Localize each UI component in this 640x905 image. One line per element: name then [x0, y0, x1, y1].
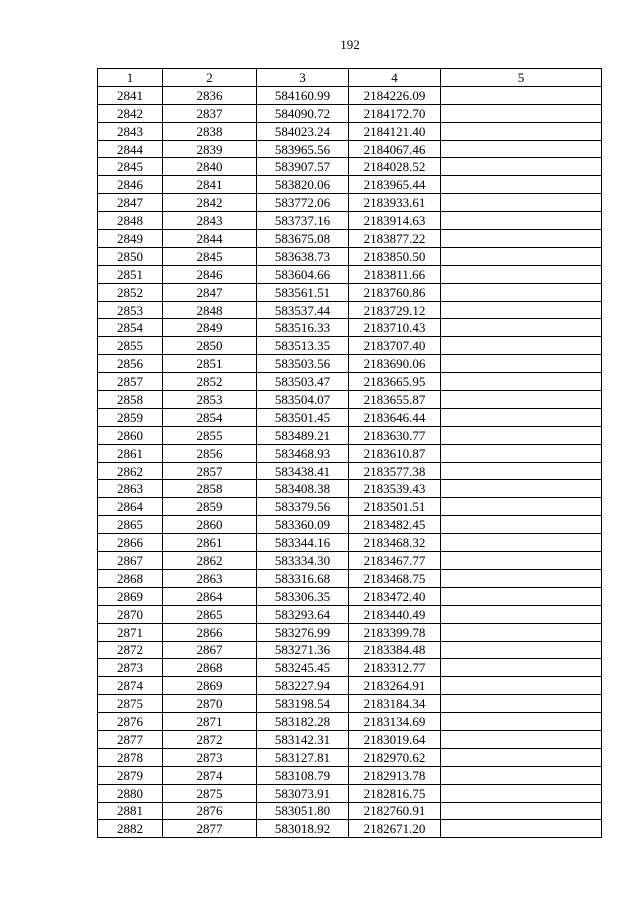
- table-cell-col-5: [441, 623, 602, 641]
- table-cell-col-5: [441, 569, 602, 587]
- table-row: [98, 283, 602, 301]
- table-cell-col-3: 583638.73: [257, 247, 349, 265]
- table-cell-col-1: 2841: [98, 86, 163, 104]
- table-cell-col-5: [441, 784, 602, 802]
- table-cell-col-1: 2872: [98, 641, 163, 659]
- table-cell-col-2: 2869: [163, 677, 257, 695]
- table-row: [98, 569, 602, 587]
- table-cell-col-3: 583513.35: [257, 337, 349, 355]
- table-cell-col-1: 2861: [98, 444, 163, 462]
- table-cell-col-5: [441, 158, 602, 176]
- table-row: [98, 695, 602, 713]
- table-cell-col-2: 2857: [163, 462, 257, 480]
- table-cell-col-4: 2182671.20: [349, 820, 441, 838]
- table-cell-col-3: 583503.56: [257, 355, 349, 373]
- table-row: [98, 391, 602, 409]
- table-cell-col-2: 2866: [163, 623, 257, 641]
- table-cell-col-4: 2182913.78: [349, 766, 441, 784]
- table-cell-col-4: 2183707.40: [349, 337, 441, 355]
- table-cell-col-3: 583438.41: [257, 462, 349, 480]
- table-cell-col-4: 2183472.40: [349, 587, 441, 605]
- table-cell-col-5: [441, 605, 602, 623]
- table-cell-col-1: 2875: [98, 695, 163, 713]
- table-cell-col-4: 2183630.77: [349, 426, 441, 444]
- table-cell-col-2: 2864: [163, 587, 257, 605]
- table-cell-col-5: [441, 426, 602, 444]
- table-cell-col-2: 2836: [163, 86, 257, 104]
- table-cell-col-1: 2879: [98, 766, 163, 784]
- table-cell-col-3: 583965.56: [257, 140, 349, 158]
- table-cell-col-1: 2870: [98, 605, 163, 623]
- table-row: [98, 587, 602, 605]
- table-cell-col-4: 2183646.44: [349, 408, 441, 426]
- table-cell-col-1: 2847: [98, 194, 163, 212]
- table-cell-col-5: [441, 480, 602, 498]
- table-cell-col-4: 2183440.49: [349, 605, 441, 623]
- table-cell-col-3: 583198.54: [257, 695, 349, 713]
- table-cell-col-4: 2183655.87: [349, 391, 441, 409]
- table-cell-col-5: [441, 534, 602, 552]
- table-cell-col-3: 583018.92: [257, 820, 349, 838]
- table-cell-col-3: 583073.91: [257, 784, 349, 802]
- table-cell-col-2: 2840: [163, 158, 257, 176]
- table-cell-col-4: 2183811.66: [349, 265, 441, 283]
- table-row: [98, 373, 602, 391]
- table-cell-col-4: 2183468.32: [349, 534, 441, 552]
- table-cell-col-4: 2183539.43: [349, 480, 441, 498]
- table-cell-col-3: 583316.68: [257, 569, 349, 587]
- table-row: [98, 230, 602, 248]
- table-cell-col-3: 583501.45: [257, 408, 349, 426]
- table-cell-col-3: 583108.79: [257, 766, 349, 784]
- table-cell-col-3: 583142.31: [257, 730, 349, 748]
- table-cell-col-2: 2854: [163, 408, 257, 426]
- table-row: [98, 408, 602, 426]
- table-cell-col-2: 2872: [163, 730, 257, 748]
- table-cell-col-2: 2863: [163, 569, 257, 587]
- table-row: [98, 301, 602, 319]
- table-cell-col-2: 2858: [163, 480, 257, 498]
- table-cell-col-4: 2183312.77: [349, 659, 441, 677]
- table-row: [98, 552, 602, 570]
- coordinates-table: [97, 68, 602, 838]
- table-cell-col-1: 2860: [98, 426, 163, 444]
- table-cell-col-2: 2848: [163, 301, 257, 319]
- table-cell-col-5: [441, 677, 602, 695]
- table-cell-col-5: [441, 283, 602, 301]
- table-cell-col-4: 2183914.63: [349, 212, 441, 230]
- table-cell-col-4: 2183264.91: [349, 677, 441, 695]
- table-cell-col-3: 583293.64: [257, 605, 349, 623]
- table-cell-col-3: 583737.16: [257, 212, 349, 230]
- table-cell-col-5: [441, 462, 602, 480]
- table-cell-col-5: [441, 695, 602, 713]
- table-cell-col-2: 2867: [163, 641, 257, 659]
- table-cell-col-5: [441, 408, 602, 426]
- table-cell-col-1: 2850: [98, 247, 163, 265]
- table-cell-col-1: 2846: [98, 176, 163, 194]
- table-cell-col-1: 2842: [98, 104, 163, 122]
- table-row: [98, 194, 602, 212]
- table-cell-col-4: 2183690.06: [349, 355, 441, 373]
- table-cell-col-2: 2845: [163, 247, 257, 265]
- table-row: [98, 176, 602, 194]
- table-cell-col-1: 2849: [98, 230, 163, 248]
- table-cell-col-2: 2876: [163, 802, 257, 820]
- table-cell-col-4: 2184172.70: [349, 104, 441, 122]
- table-cell-col-4: 2183467.77: [349, 552, 441, 570]
- table-cell-col-5: [441, 373, 602, 391]
- table-cell-col-2: 2846: [163, 265, 257, 283]
- table-cell-col-2: 2838: [163, 122, 257, 140]
- table-cell-col-1: 2843: [98, 122, 163, 140]
- table-cell-col-4: 2184121.40: [349, 122, 441, 140]
- table-cell-col-1: 2851: [98, 265, 163, 283]
- table-cell-col-1: 2876: [98, 713, 163, 731]
- table-row: [98, 319, 602, 337]
- table-cell-col-3: 583537.44: [257, 301, 349, 319]
- table-cell-col-1: 2865: [98, 516, 163, 534]
- table-cell-col-3: 583503.47: [257, 373, 349, 391]
- table-cell-col-4: 2183610.87: [349, 444, 441, 462]
- table-cell-col-1: 2862: [98, 462, 163, 480]
- table-row: [98, 802, 602, 820]
- table-cell-col-2: 2865: [163, 605, 257, 623]
- table-cell-col-1: 2855: [98, 337, 163, 355]
- table-cell-col-4: 2184226.09: [349, 86, 441, 104]
- table-cell-col-3: 583245.45: [257, 659, 349, 677]
- table-cell-col-3: 583675.08: [257, 230, 349, 248]
- table-cell-col-5: [441, 230, 602, 248]
- table-cell-col-2: 2859: [163, 498, 257, 516]
- table-cell-col-1: 2863: [98, 480, 163, 498]
- table-cell-col-3: 583182.28: [257, 713, 349, 731]
- table-row: [98, 480, 602, 498]
- table-cell-col-4: 2182760.91: [349, 802, 441, 820]
- table-cell-col-3: 584090.72: [257, 104, 349, 122]
- table-cell-col-4: 2183577.38: [349, 462, 441, 480]
- table-body: [98, 86, 602, 837]
- table-cell-col-5: [441, 301, 602, 319]
- table-cell-col-4: 2183019.64: [349, 730, 441, 748]
- table-cell-col-2: 2870: [163, 695, 257, 713]
- table-cell-col-4: 2183482.45: [349, 516, 441, 534]
- table-cell-col-3: 583516.33: [257, 319, 349, 337]
- table-cell-col-5: [441, 820, 602, 838]
- column-header-5: 5: [441, 69, 602, 87]
- table-cell-col-5: [441, 713, 602, 731]
- table-cell-col-3: 583468.93: [257, 444, 349, 462]
- table-cell-col-1: 2844: [98, 140, 163, 158]
- table-cell-col-5: [441, 391, 602, 409]
- table-cell-col-1: 2857: [98, 373, 163, 391]
- page-number: 192: [340, 37, 360, 52]
- table-row: [98, 748, 602, 766]
- table-cell-col-5: [441, 587, 602, 605]
- table-cell-col-5: [441, 444, 602, 462]
- table-cell-col-4: 2183665.95: [349, 373, 441, 391]
- table-cell-col-2: 2861: [163, 534, 257, 552]
- table-cell-col-3: 583561.51: [257, 283, 349, 301]
- table-cell-col-2: 2841: [163, 176, 257, 194]
- table-cell-col-3: 583489.21: [257, 426, 349, 444]
- table-cell-col-3: 583276.99: [257, 623, 349, 641]
- table-cell-col-5: [441, 176, 602, 194]
- table-cell-col-1: 2867: [98, 552, 163, 570]
- table-cell-col-3: 583051.80: [257, 802, 349, 820]
- table-row: [98, 247, 602, 265]
- table-cell-col-3: 583360.09: [257, 516, 349, 534]
- table-cell-col-2: 2850: [163, 337, 257, 355]
- table-row: [98, 677, 602, 695]
- table-row: [98, 820, 602, 838]
- table-cell-col-3: 583408.38: [257, 480, 349, 498]
- table-row: [98, 265, 602, 283]
- table-row: [98, 605, 602, 623]
- table-cell-col-1: 2881: [98, 802, 163, 820]
- table-cell-col-5: [441, 730, 602, 748]
- table-cell-col-4: 2183729.12: [349, 301, 441, 319]
- table-cell-col-5: [441, 498, 602, 516]
- table-cell-col-1: 2864: [98, 498, 163, 516]
- table-cell-col-2: 2860: [163, 516, 257, 534]
- table-cell-col-3: 583820.06: [257, 176, 349, 194]
- table-cell-col-4: 2183760.86: [349, 283, 441, 301]
- table-cell-col-2: 2851: [163, 355, 257, 373]
- table-cell-col-1: 2856: [98, 355, 163, 373]
- table-cell-col-1: 2873: [98, 659, 163, 677]
- table-cell-col-2: 2877: [163, 820, 257, 838]
- table-cell-col-4: 2184067.46: [349, 140, 441, 158]
- table-cell-col-2: 2874: [163, 766, 257, 784]
- table-cell-col-5: [441, 319, 602, 337]
- column-header-1: 1: [98, 69, 163, 87]
- table-cell-col-1: 2878: [98, 748, 163, 766]
- table-row: [98, 534, 602, 552]
- table-cell-col-1: 2869: [98, 587, 163, 605]
- table-cell-col-5: [441, 122, 602, 140]
- table-row: [98, 659, 602, 677]
- table-cell-col-1: 2858: [98, 391, 163, 409]
- table-cell-col-3: 583907.57: [257, 158, 349, 176]
- table-cell-col-5: [441, 265, 602, 283]
- table-row: [98, 713, 602, 731]
- table-cell-col-2: 2843: [163, 212, 257, 230]
- table-row: [98, 426, 602, 444]
- table-row: [98, 337, 602, 355]
- table-row: [98, 641, 602, 659]
- table-cell-col-2: 2853: [163, 391, 257, 409]
- table-cell-col-4: 2183468.75: [349, 569, 441, 587]
- table-cell-col-1: 2874: [98, 677, 163, 695]
- table-cell-col-3: 583504.07: [257, 391, 349, 409]
- table-cell-col-3: 583306.35: [257, 587, 349, 605]
- table-row: [98, 766, 602, 784]
- table-cell-col-1: 2880: [98, 784, 163, 802]
- table-cell-col-4: 2182816.75: [349, 784, 441, 802]
- table-cell-col-3: 583271.36: [257, 641, 349, 659]
- table-row: [98, 122, 602, 140]
- table-cell-col-4: 2183399.78: [349, 623, 441, 641]
- table-cell-col-4: 2183501.51: [349, 498, 441, 516]
- column-header-4: 4: [349, 69, 441, 87]
- table-cell-col-3: 583227.94: [257, 677, 349, 695]
- table-cell-col-4: 2183710.43: [349, 319, 441, 337]
- table-cell-col-3: 583604.66: [257, 265, 349, 283]
- table-cell-col-3: 583127.81: [257, 748, 349, 766]
- table-cell-col-1: 2882: [98, 820, 163, 838]
- table-row: [98, 444, 602, 462]
- table-cell-col-5: [441, 337, 602, 355]
- table-cell-col-5: [441, 355, 602, 373]
- table-cell-col-5: [441, 641, 602, 659]
- column-header-2: 2: [163, 69, 257, 87]
- table-cell-col-2: 2875: [163, 784, 257, 802]
- table-cell-col-1: 2848: [98, 212, 163, 230]
- table-cell-col-2: 2844: [163, 230, 257, 248]
- table-cell-col-5: [441, 247, 602, 265]
- table-cell-col-2: 2849: [163, 319, 257, 337]
- table-cell-col-5: [441, 552, 602, 570]
- table-cell-col-2: 2855: [163, 426, 257, 444]
- table-row: [98, 498, 602, 516]
- column-header-3: 3: [257, 69, 349, 87]
- table-cell-col-4: 2183134.69: [349, 713, 441, 731]
- table-cell-col-1: 2852: [98, 283, 163, 301]
- table-cell-col-5: [441, 516, 602, 534]
- table-cell-col-3: 583379.56: [257, 498, 349, 516]
- table-cell-col-3: 584160.99: [257, 86, 349, 104]
- table-cell-col-4: 2183877.22: [349, 230, 441, 248]
- table-row: [98, 86, 602, 104]
- table-cell-col-5: [441, 748, 602, 766]
- table-row: [98, 516, 602, 534]
- table-cell-col-5: [441, 212, 602, 230]
- table-cell-col-1: 2877: [98, 730, 163, 748]
- table-cell-col-1: 2859: [98, 408, 163, 426]
- table-row: [98, 784, 602, 802]
- table-cell-col-4: 2183850.50: [349, 247, 441, 265]
- table-row: [98, 355, 602, 373]
- table-row: [98, 462, 602, 480]
- table-cell-col-4: 2184028.52: [349, 158, 441, 176]
- table-cell-col-3: 583344.16: [257, 534, 349, 552]
- table-cell-col-5: [441, 104, 602, 122]
- table-cell-col-4: 2183384.48: [349, 641, 441, 659]
- table-cell-col-2: 2852: [163, 373, 257, 391]
- table-cell-col-2: 2871: [163, 713, 257, 731]
- table-cell-col-3: 583334.30: [257, 552, 349, 570]
- table-row: [98, 212, 602, 230]
- table-cell-col-2: 2856: [163, 444, 257, 462]
- table-row: [98, 140, 602, 158]
- table-cell-col-5: [441, 766, 602, 784]
- table-row: [98, 158, 602, 176]
- table-cell-col-5: [441, 802, 602, 820]
- table-cell-col-1: 2868: [98, 569, 163, 587]
- table-cell-col-2: 2837: [163, 104, 257, 122]
- table-cell-col-1: 2866: [98, 534, 163, 552]
- table-row: [98, 623, 602, 641]
- table-header-row: [98, 69, 602, 87]
- table-cell-col-4: 2183184.34: [349, 695, 441, 713]
- table-cell-col-4: 2182970.62: [349, 748, 441, 766]
- table-cell-col-5: [441, 194, 602, 212]
- table-cell-col-1: 2853: [98, 301, 163, 319]
- table-cell-col-5: [441, 86, 602, 104]
- table-cell-col-2: 2868: [163, 659, 257, 677]
- table-cell-col-5: [441, 659, 602, 677]
- table-cell-col-4: 2183965.44: [349, 176, 441, 194]
- table-cell-col-3: 583772.06: [257, 194, 349, 212]
- table-cell-col-2: 2862: [163, 552, 257, 570]
- table-row: [98, 730, 602, 748]
- table-cell-col-4: 2183933.61: [349, 194, 441, 212]
- table-cell-col-2: 2842: [163, 194, 257, 212]
- table-row: [98, 104, 602, 122]
- table-cell-col-3: 584023.24: [257, 122, 349, 140]
- table-cell-col-1: 2871: [98, 623, 163, 641]
- table-cell-col-5: [441, 140, 602, 158]
- table-cell-col-1: 2854: [98, 319, 163, 337]
- table-cell-col-2: 2847: [163, 283, 257, 301]
- table-cell-col-1: 2845: [98, 158, 163, 176]
- table-cell-col-2: 2839: [163, 140, 257, 158]
- table-cell-col-2: 2873: [163, 748, 257, 766]
